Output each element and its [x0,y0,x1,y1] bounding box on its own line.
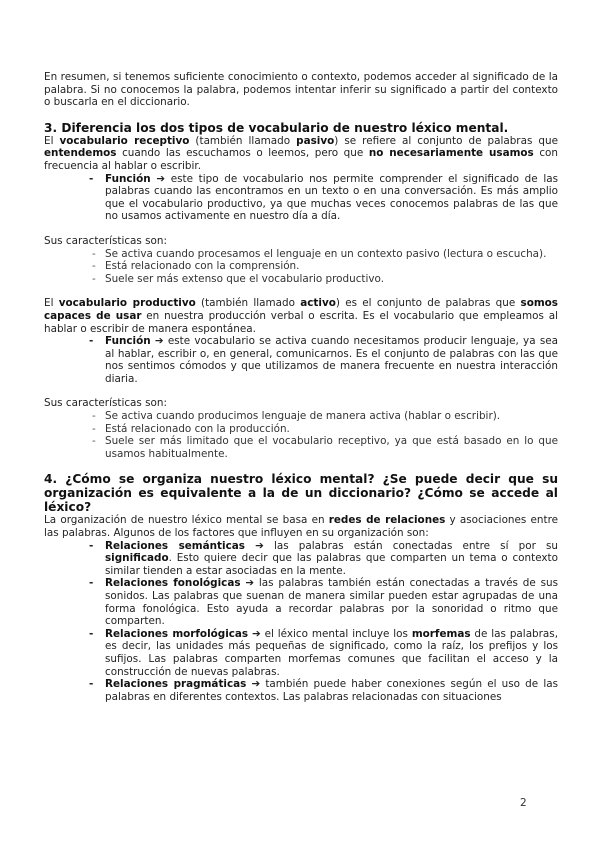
list-item: - Está relacionado con la producción. [44,423,558,436]
productive-function: - Función ➔ este vocabulario se activa cuando necesitamos producir lenguaje, ya sea al hablar, escribir o, en general, comunicarnos. Es el conjunto de palabras con las que nos sentimos cómodos y que utilizamos de manera frecuente en nuestra interacción diaria. [44,335,558,385]
list-item: - Suele ser más limitado que el vocabulario receptivo, ya que está basado en lo que usamos habitualmente. [44,435,558,460]
list-item: - Suele ser más extenso que el vocabulario productivo. [44,273,558,286]
productive-alias: activo [300,297,336,310]
relations-list [44,540,558,704]
document-page [44,71,558,703]
receptive-characteristics-list [44,248,558,286]
list-item: - Se activa cuando producimos lenguaje de manera activa (hablar o escribir). [44,410,558,423]
receptive-definition: El vocabulario receptivo (también llamado pasivo) se refiere al conjunto de palabras que entendemos cuando las escuchamos o leemos, pero que no necesariamente usamos con frecuencia al hablar o escribir. [44,134,558,172]
intro-paragraph: En resumen, si tenemos suficiente conocimiento o contexto, podemos acceder al significado de la palabra. Si no conocemos la palabra, podemos intentar inferir su significado a partir del contexto o buscarla en el diccionario. [44,71,558,109]
section-4-heading: 4. ¿Cómo se organiza nuestro léxico mental? ¿Se puede decir que su organización es equivalente a la de un diccionario? ¿Cómo se accede al léxico? [44,472,558,515]
receptive-characteristics-intro: Sus características son: [44,234,167,247]
productive-definition: El vocabulario productivo (también llamado activo) es el conjunto de palabras que somos capaces de usar en nuestra producción verbal o escrita. Es el vocabulario que empleamos al hablar o escribir de manera espontánea. [44,297,559,335]
relation-semantic: - Relaciones semánticas ➔ las palabras están conectadas entre sí por su significado. Esto quiere decir que las palabras que comparten un tema o contexto similar tienden a estar asociadas en la mente. [44,540,558,578]
receptive-function: - Función ➔ este tipo de vocabulario nos permite comprender el significado de las palabras cuando las encontramos en un texto o en una conversación. Es más amplio que el vocabulario productivo, ya que muchas veces conocemos palabras de las que no usamos activamente en nuestro día a día. [44,173,558,223]
section-3-heading: 3. Diferencia los dos tipos de vocabulario de nuestro léxico mental. [44,120,509,135]
page-number: 2 [520,797,527,809]
list-item: - Está relacionado con la comprensión. [44,260,558,273]
organization-paragraph: La organización de nuestro léxico mental se basa en redes de relaciones y asociaciones entre las palabras. Algunos de los factores que influyen en su organización son: [44,514,558,540]
receptive-function-list [44,173,558,223]
relation-pragmatic: - Relaciones pragmáticas ➔ también puede haber conexiones según el uso de las palabras en diferentes contextos. Las palabras relacionadas con situaciones [44,678,558,703]
productive-characteristics-intro: Sus características son: [44,397,167,410]
receptive-term: vocabulario receptivo [59,134,190,147]
relation-morphological: - Relaciones morfológicas ➔ el léxico mental incluye los morfemas de las palabras, es decir, las unidades más pequeñas de significado, como la raíz, los prefijos y los sufijos. Las palabras comparten morfemas comunes que facilitan el acceso y la construcción de nuevas palabras. [44,628,558,678]
productive-function-list [44,335,558,385]
productive-characteristics-list [44,410,558,460]
relation-phonological: - Relaciones fonológicas ➔ las palabras también están conectadas a través de sus sonidos. Las palabras que suenan de manera similar pueden estar agrupadas de una forma fonológica. Esto ayuda a recordar palabras por la sonoridad o ritmo que comparten. [44,577,558,627]
receptive-alias: pasivo [296,134,335,147]
productive-term: vocabulario productivo [58,297,196,310]
list-item: - Se activa cuando procesamos el lenguaje en un contexto pasivo (lectura o escucha). [44,248,558,261]
